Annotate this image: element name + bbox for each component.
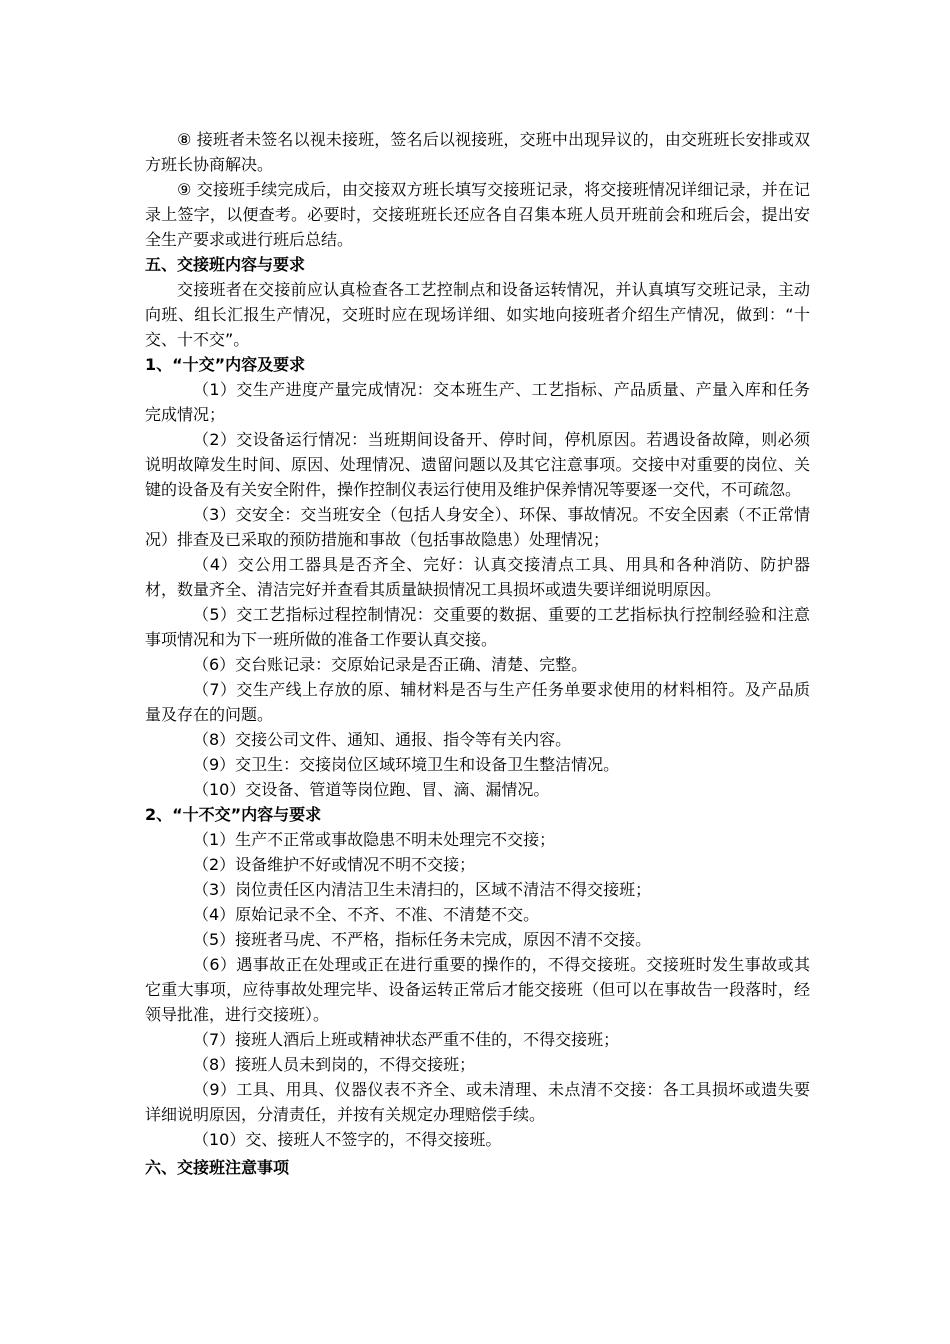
paragraph: ⑧ 接班者未签名以视未接班，签名后以视接班，交班中出现异议的，由交班班长安排或双方班长协商解决。 (145, 130, 810, 174)
paragraph: （3）岗位责任区内清洁卫生未清扫的，区域不清洁不得交接班； (193, 880, 652, 899)
section-heading: 六、交接班注意事项 (145, 1158, 290, 1177)
section-heading: 1、“十交”内容及要求 (145, 355, 306, 374)
section-heading: 五、交接班内容与要求 (145, 255, 306, 274)
paragraph: （4）交公用工器具是否齐全、完好：认真交接清点工具、用具和各种消防、防护器材，数量齐全、清洁完好并查看其质量缺损情况工具损坏或遗失要详细说明原因。 (145, 555, 810, 599)
paragraph: （5）接班者马虎、不严格，指标任务未完成，原因不清不交接。 (193, 930, 652, 949)
paragraph: （5）交工艺指标过程控制情况：交重要的数据、重要的工艺指标执行控制经验和注意事项情况和为下一班所做的准备工作要认真交接。 (145, 605, 810, 649)
paragraph: （2）设备维护不好或情况不明不交接； (193, 855, 476, 874)
paragraph: 交接班者在交接前应认真检查各工艺控制点和设备运转情况，并认真填写交班记录，主动向班、组长汇报生产情况，交班时应在现场详细、如实地向接班者介绍生产情况，做到：“十交、十不交”。 (145, 280, 810, 349)
paragraph: （7）交生产线上存放的原、辅材料是否与生产任务单要求使用的材料相符。及产品质量及存在的问题。 (145, 680, 810, 724)
paragraph: ⑨ 交接班手续完成后，由交接双方班长填写交接班记录，将交接班情况详细记录，并在记录上签字，以便查考。必要时，交接班班长还应各自召集本班人员开班前会和班后会，提出安全生产要求或进行班后总结。 (145, 180, 810, 249)
paragraph: （9）工具、用具、仪器仪表不齐全、或未清理、未点清不交接：各工具损坏或遗失要详细说明原因，分清责任，并按有关规定办理赔偿手续。 (145, 1080, 810, 1124)
paragraph: （8）交接公司文件、通知、通报、指令等有关内容。 (193, 730, 572, 749)
paragraph: （1）生产不正常或事故隐患不明未处理完不交接； (193, 830, 556, 849)
section-heading: 2、“十不交”内容与要求 (145, 805, 322, 824)
paragraph: （7）接班人酒后上班或精神状态严重不佳的，不得交接班； (193, 1030, 620, 1049)
paragraph: （6）交台账记录：交原始记录是否正确、清楚、完整。 (193, 655, 588, 674)
paragraph: （4）原始记录不全、不齐、不准、不清楚不交。 (193, 905, 540, 924)
document-body (145, 127, 810, 1180)
paragraph: （9）交卫生：交接岗位区域环境卫生和设备卫生整洁情况。 (193, 755, 620, 774)
paragraph: （10）交、接班人不签字的，不得交接班。 (193, 1130, 502, 1149)
paragraph: （10）交设备、管道等岗位跑、冒、滴、漏情况。 (193, 780, 550, 799)
paragraph: （8）接班人员未到岗的，不得交接班； (193, 1055, 476, 1074)
paragraph: （3）交安全：交当班安全（包括人身安全）、环保、事故情况。不安全因素（不正常情况）排查及已采取的预防措施和事故（包括事故隐患）处理情况； (145, 505, 810, 549)
paragraph: （6）遇事故正在处理或正在进行重要的操作的，不得交接班。交接班时发生事故或其它重大事项，应待事故处理完毕、设备运转正常后才能交接班（但可以在事故告一段落时，经领导批准，进行交接班）。 (145, 955, 810, 1024)
paragraph: （2）交设备运行情况：当班期间设备开、停时间，停机原因。若遇设备故障，则必须说明故障发生时间、原因、处理情况、遗留问题以及其它注意事项。交接中对重要的岗位、关键的设备及有关安全附件，操作控制仪表运行使用及维护保养情况等要逐一交代，不可疏忽。 (145, 430, 810, 499)
paragraph: （1）交生产进度产量完成情况：交本班生产、工艺指标、产品质量、产量入库和任务完成情况； (145, 380, 810, 424)
